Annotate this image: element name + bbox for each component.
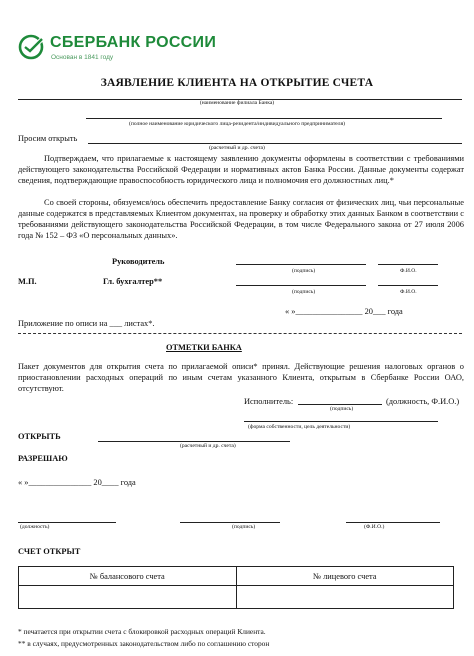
bank-name: СБЕРБАНК РОССИИ (50, 34, 217, 51)
accountant-signature-caption: (подпись) (292, 289, 316, 295)
accountant-name-caption: Ф.И.О. (400, 289, 417, 295)
head-name-line (378, 264, 438, 265)
table-row (19, 567, 454, 586)
head-label: Руководитель (112, 257, 165, 266)
request-label: Просим открыть (18, 134, 78, 143)
stamp-label: М.П. (18, 277, 37, 286)
executor-suffix: (должность, Ф.И.О.) (386, 397, 460, 406)
sberbank-logo (18, 31, 217, 65)
executor-line (298, 404, 382, 405)
balance-account-cell[interactable] (19, 586, 237, 609)
client-caption: (полное наименование юридического лица-резидента/индивидуального предпринимателя) (128, 121, 346, 127)
executor-label: Исполнитель: (244, 397, 294, 406)
confirm-paragraph: Подтверждаем, что прилагаемые к настоящему заявлению документы оформлены в соответствии с требованиями действующего законодательства Российской Федерации и нормативных актов Банка России. Данные документы содержат сведения, подтверждающие правоспособность юридического лица и полномочия его должностных лиц.* (18, 154, 464, 185)
accounts-table (18, 566, 454, 609)
sign-date: « »________________ 20___ года (285, 307, 403, 316)
request-account-caption: (расчетный и др. счета) (209, 145, 265, 151)
allow-name-line (346, 522, 440, 523)
accountant-name-line (378, 285, 438, 286)
personal-account-header: № лицевого счета (236, 567, 453, 586)
allow-signature-line (180, 522, 280, 523)
account-opened-label: СЧЕТ ОТКРЫТ (18, 547, 81, 556)
table-row (19, 586, 454, 609)
bank-marks-paragraph: Пакет документов для открытия счета по прилагаемой описи* принял. Действующие решения налоговых органов о приостановлении расходных операций по иным счетам указанного Клиента, открытым в Сбербанке России ОАО, отсутствуют. (18, 362, 464, 393)
allow-signature-caption: (подпись) (232, 524, 256, 530)
sberbank-logo-icon (18, 34, 44, 60)
ownership-caption: (форма собственности, цель деятельности) (248, 424, 351, 430)
accountant-signature-line (236, 285, 366, 286)
client-line (86, 118, 442, 119)
head-signature-line (236, 264, 366, 265)
head-name-caption: Ф.И.О. (400, 268, 417, 274)
consent-paragraph: Со своей стороны, обязуемся/юсь обеспечить предоставление Банку согласия от физических лиц, чьи персональные данные содержатся в представляемых Клиентом документах, на проверку и обработку этих данных Банком в соответствии с требованиями действующего законодательства Российской Федерации, в том числе Федерального закона от 27 июля 2006 года № 152 – ФЗ «О персональных данных». (18, 198, 464, 240)
open-line (98, 441, 290, 442)
bank-founded: Основан в 1841 году (51, 54, 114, 61)
allow-label: РАЗРЕШАЮ (18, 454, 68, 463)
attachment-note: Приложение по описи на ___ листах*. (18, 319, 155, 328)
cut-line (18, 333, 462, 334)
allow-position-caption: (должность) (20, 524, 50, 530)
request-line (88, 143, 462, 144)
bank-marks-title: ОТМЕТКИ БАНКА (166, 343, 242, 352)
head-signature-caption: (подпись) (292, 268, 316, 274)
allow-position-line (18, 522, 116, 523)
allow-date: « »_______________ 20____ года (18, 478, 136, 487)
footnote-1: * печатается при открытии счета с блокировкой расходных операций Клиента. (18, 627, 266, 636)
page-title: ЗАЯВЛЕНИЕ КЛИЕНТА НА ОТКРЫТИЕ СЧЕТА (100, 77, 374, 89)
personal-account-cell[interactable] (236, 586, 453, 609)
executor-signature-caption: (подпись) (330, 406, 354, 412)
footnote-2: ** в случаях, предусмотренных законодательством либо по соглашению сторон (18, 639, 270, 648)
allow-name-caption: (Ф.И.О.) (364, 524, 385, 530)
open-label: ОТКРЫТЬ (18, 432, 61, 441)
balance-account-header: № балансового счета (19, 567, 237, 586)
branch-caption: (наименование филиала Банка) (199, 100, 275, 106)
open-account-caption: (расчетный и др. счета) (180, 443, 236, 449)
ownership-line (244, 421, 438, 422)
accountant-label: Гл. бухгалтер** (103, 277, 163, 286)
